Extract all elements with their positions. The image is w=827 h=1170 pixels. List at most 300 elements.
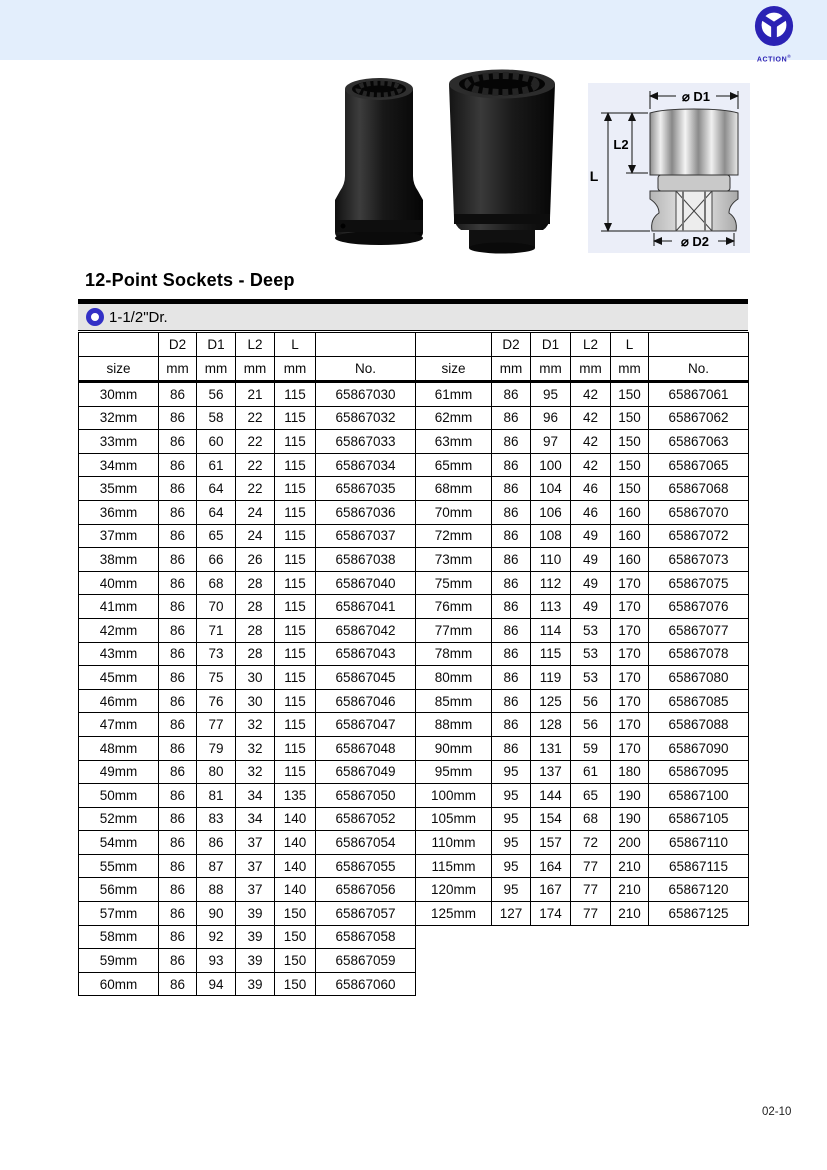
table-cell: 65867042 (316, 618, 416, 642)
table-cell: 86 (159, 406, 197, 430)
table-cell: 65867105 (649, 807, 749, 831)
table-cell: 86 (159, 595, 197, 619)
table-cell: 65mm (416, 453, 492, 477)
table-cell: 104 (531, 477, 571, 501)
table-cell: 113 (531, 595, 571, 619)
table-cell: 38mm (79, 548, 159, 572)
table-cell: 28 (236, 618, 275, 642)
table-cell: 65867080 (649, 666, 749, 690)
table-cell: 65867047 (316, 713, 416, 737)
table-cell: 160 (611, 548, 649, 572)
table-cell: 86 (492, 642, 531, 666)
table-row (79, 524, 416, 548)
table-row (416, 430, 749, 454)
table-cell: 86 (492, 406, 531, 430)
table-cell: 115 (275, 524, 316, 548)
header-cell-mm: mm (275, 357, 316, 382)
table-cell: 170 (611, 571, 649, 595)
table-cell: 77 (571, 878, 611, 902)
table-cell: 160 (611, 524, 649, 548)
table-cell: 53 (571, 642, 611, 666)
table-row (79, 784, 416, 808)
table-cell: 110 (531, 548, 571, 572)
table-cell: 49 (571, 571, 611, 595)
table-cell: 65867035 (316, 477, 416, 501)
table-cell: 65867085 (649, 689, 749, 713)
table-cell: 86 (492, 430, 531, 454)
table-row (79, 831, 416, 855)
table-cell: 24 (236, 500, 275, 524)
table-cell: 65867072 (649, 524, 749, 548)
table-cell: 42 (571, 406, 611, 430)
table-cell: 49 (571, 548, 611, 572)
table-cell: 65867115 (649, 854, 749, 878)
table-row (79, 713, 416, 737)
table-cell: 131 (531, 736, 571, 760)
table-cell: 80 (197, 760, 236, 784)
table-cell: 65867049 (316, 760, 416, 784)
table-cell: 56 (197, 382, 236, 407)
table-cell: 86 (159, 666, 197, 690)
header-cell-d2: D2 (492, 333, 531, 357)
page-title: 12-Point Sockets - Deep (85, 270, 295, 290)
table-cell: 65867078 (649, 642, 749, 666)
table-cell: 46 (571, 477, 611, 501)
table-cell: 33mm (79, 430, 159, 454)
table-cell: 63mm (416, 430, 492, 454)
table-cell: 34 (236, 807, 275, 831)
table-cell: 150 (611, 477, 649, 501)
table-cell: 24 (236, 524, 275, 548)
table-cell: 72mm (416, 524, 492, 548)
table-cell: 167 (531, 878, 571, 902)
table-cell: 95 (531, 382, 571, 407)
table-cell: 37 (236, 878, 275, 902)
table-cell: 115 (275, 736, 316, 760)
socket-photo-large (438, 68, 566, 256)
table-cell: 140 (275, 831, 316, 855)
table-cell: 43mm (79, 642, 159, 666)
table-cell: 150 (611, 430, 649, 454)
table-cell: 86 (159, 831, 197, 855)
table-cell: 150 (275, 949, 316, 973)
table-header-row-units (416, 357, 749, 382)
brand-logo-text: ACTION® (756, 54, 792, 64)
table-cell: 140 (275, 854, 316, 878)
table-cell: 115 (275, 689, 316, 713)
table-cell: 65867030 (316, 382, 416, 407)
table-cell: 86 (159, 500, 197, 524)
dimension-diagram (588, 83, 750, 253)
table-row (79, 807, 416, 831)
table-cell: 180 (611, 760, 649, 784)
table-cell: 170 (611, 618, 649, 642)
table-cell: 49 (571, 524, 611, 548)
table-row (416, 854, 749, 878)
table-row (79, 571, 416, 595)
table-cell: 54mm (79, 831, 159, 855)
table-cell: 86 (492, 689, 531, 713)
table-cell: 97 (531, 430, 571, 454)
table-row (416, 548, 749, 572)
table-row (79, 642, 416, 666)
table-row (79, 736, 416, 760)
table-row (416, 713, 749, 737)
table-cell: 65867054 (316, 831, 416, 855)
table-cell: 70mm (416, 500, 492, 524)
table-cell: 68 (571, 807, 611, 831)
header-cell-l2: L2 (571, 333, 611, 357)
table-cell: 150 (275, 925, 316, 949)
table-row (79, 430, 416, 454)
header-cell-no: No. (649, 357, 749, 382)
table-cell: 65867032 (316, 406, 416, 430)
header-cell-d2: D2 (159, 333, 197, 357)
table-cell: 42mm (79, 618, 159, 642)
table-cell: 110mm (416, 831, 492, 855)
table-row (416, 406, 749, 430)
table-cell: 53 (571, 666, 611, 690)
table-cell: 65867065 (649, 453, 749, 477)
table-cell: 115 (275, 548, 316, 572)
table-cell: 37 (236, 854, 275, 878)
table-cell: 65867037 (316, 524, 416, 548)
page-number: 02-10 (762, 1106, 792, 1118)
table-cell: 86 (159, 807, 197, 831)
table-cell: 65867110 (649, 831, 749, 855)
header-cell-no: No. (316, 357, 416, 382)
table-cell: 108 (531, 524, 571, 548)
table-cell: 86 (492, 595, 531, 619)
table-row (79, 972, 416, 996)
table-cell: 125mm (416, 902, 492, 926)
table-cell: 170 (611, 595, 649, 619)
table-cell: 115 (275, 430, 316, 454)
table-cell: 39 (236, 949, 275, 973)
table-cell: 79 (197, 736, 236, 760)
table-cell: 22 (236, 406, 275, 430)
table-cell: 157 (531, 831, 571, 855)
table-cell: 65867075 (649, 571, 749, 595)
table-cell: 86 (159, 949, 197, 973)
header-cell-l: L (611, 333, 649, 357)
table-cell: 26 (236, 548, 275, 572)
table-cell: 61 (197, 453, 236, 477)
table-cell: 45mm (79, 666, 159, 690)
table-row (416, 477, 749, 501)
header-cell-size: size (79, 357, 159, 382)
table-cell: 115 (275, 760, 316, 784)
table-cell: 86 (159, 571, 197, 595)
table-cell: 86 (159, 736, 197, 760)
table-cell: 68mm (416, 477, 492, 501)
table-cell: 65867088 (649, 713, 749, 737)
table-row (79, 477, 416, 501)
table-cell: 115 (275, 406, 316, 430)
diagram-d2-label: ⌀ D2 (680, 234, 710, 249)
table-cell: 86 (492, 618, 531, 642)
table-cell: 170 (611, 689, 649, 713)
table-cell: 86 (159, 713, 197, 737)
table-row (416, 595, 749, 619)
table-cell: 65 (197, 524, 236, 548)
table-cell: 95 (492, 760, 531, 784)
table-cell: 73 (197, 642, 236, 666)
table-cell: 40mm (79, 571, 159, 595)
table-cell: 21 (236, 382, 275, 407)
diagram-l2-label: L2 (613, 137, 629, 152)
table-cell: 22 (236, 453, 275, 477)
socket-photo-small (325, 74, 433, 256)
table-cell: 93 (197, 949, 236, 973)
table-cell: 106 (531, 500, 571, 524)
table-cell: 190 (611, 807, 649, 831)
table-cell: 85mm (416, 689, 492, 713)
table-cell: 42 (571, 430, 611, 454)
table-cell: 95 (492, 807, 531, 831)
table-row (79, 500, 416, 524)
table-cell: 32 (236, 736, 275, 760)
table-cell: 174 (531, 902, 571, 926)
header-cell-mm: mm (159, 357, 197, 382)
table-cell: 86 (159, 524, 197, 548)
table-cell: 86 (159, 477, 197, 501)
table-cell: 58mm (79, 925, 159, 949)
header-cell (649, 333, 749, 357)
table-cell: 52mm (79, 807, 159, 831)
table-cell: 105mm (416, 807, 492, 831)
table-cell: 47mm (79, 713, 159, 737)
table-header-row-units (79, 357, 416, 382)
table-cell: 65867057 (316, 902, 416, 926)
table-cell: 65867055 (316, 854, 416, 878)
table-cell: 50mm (79, 784, 159, 808)
table-cell: 65867062 (649, 406, 749, 430)
brand-logo-icon (753, 5, 795, 47)
table-cell: 65867033 (316, 430, 416, 454)
table-cell: 68 (197, 571, 236, 595)
table-cell: 48mm (79, 736, 159, 760)
table-cell: 115 (275, 713, 316, 737)
table-cell: 71 (197, 618, 236, 642)
table-cell: 65867041 (316, 595, 416, 619)
table-row (416, 807, 749, 831)
socket-table-left (78, 332, 416, 996)
table-cell: 70 (197, 595, 236, 619)
table-cell: 86 (159, 878, 197, 902)
table-cell: 86 (159, 972, 197, 996)
header-cell (416, 333, 492, 357)
table-cell: 86 (492, 500, 531, 524)
table-cell: 100mm (416, 784, 492, 808)
table-cell: 65867043 (316, 642, 416, 666)
table-cell: 60mm (79, 972, 159, 996)
table-row (79, 382, 416, 407)
table-cell: 65867077 (649, 618, 749, 642)
table-cell: 53 (571, 618, 611, 642)
table-cell: 61mm (416, 382, 492, 407)
table-cell: 140 (275, 807, 316, 831)
table-cell: 22 (236, 430, 275, 454)
table-cell: 35mm (79, 477, 159, 501)
header-cell-mm: mm (197, 357, 236, 382)
table-cell: 86 (159, 642, 197, 666)
table-cell: 88 (197, 878, 236, 902)
brand-logo (749, 5, 799, 63)
table-cell: 42 (571, 453, 611, 477)
table-cell: 86 (492, 453, 531, 477)
table-cell: 65867063 (649, 430, 749, 454)
table-cell: 170 (611, 642, 649, 666)
table-cell: 28 (236, 642, 275, 666)
table-cell: 86 (159, 453, 197, 477)
table-cell: 115 (275, 453, 316, 477)
table-cell: 86 (159, 618, 197, 642)
table-cell: 115 (275, 571, 316, 595)
table-cell: 119 (531, 666, 571, 690)
table-cell: 30 (236, 666, 275, 690)
table-cell: 65867036 (316, 500, 416, 524)
table-cell: 65867058 (316, 925, 416, 949)
table-cell: 65867073 (649, 548, 749, 572)
table-cell: 86 (159, 902, 197, 926)
table-cell: 86 (197, 831, 236, 855)
table-cell: 164 (531, 854, 571, 878)
header-cell-d1: D1 (531, 333, 571, 357)
header-cell-l: L (275, 333, 316, 357)
table-cell: 73mm (416, 548, 492, 572)
table-cell: 150 (611, 382, 649, 407)
table-cell: 65867052 (316, 807, 416, 831)
table-cell: 150 (611, 406, 649, 430)
table-cell: 39 (236, 972, 275, 996)
table-cell: 95 (492, 878, 531, 902)
header-cell-mm: mm (611, 357, 649, 382)
table-row (416, 524, 749, 548)
table-cell: 128 (531, 713, 571, 737)
table-cell: 65867125 (649, 902, 749, 926)
table-cell: 65867050 (316, 784, 416, 808)
table-cell: 32 (236, 760, 275, 784)
table-cell: 95 (492, 854, 531, 878)
table-cell: 86 (159, 430, 197, 454)
table-cell: 135 (275, 784, 316, 808)
table-cell: 115 (275, 642, 316, 666)
table-cell: 34 (236, 784, 275, 808)
table-row (79, 878, 416, 902)
table-cell: 32 (236, 713, 275, 737)
table-header-row-dims (416, 333, 749, 357)
registered-mark: ® (787, 54, 792, 59)
table-cell: 56 (571, 689, 611, 713)
table-cell: 56mm (79, 878, 159, 902)
table-cell: 170 (611, 713, 649, 737)
table-cell: 86 (492, 571, 531, 595)
table-cell: 81 (197, 784, 236, 808)
table-row (79, 406, 416, 430)
table-cell: 65867059 (316, 949, 416, 973)
table-cell: 96 (531, 406, 571, 430)
table-cell: 65 (571, 784, 611, 808)
table-cell: 210 (611, 902, 649, 926)
table-row (416, 689, 749, 713)
table-cell: 115 (275, 500, 316, 524)
table-cell: 200 (611, 831, 649, 855)
header-cell-d1: D1 (197, 333, 236, 357)
table-body-right (416, 382, 749, 926)
table-cell: 34mm (79, 453, 159, 477)
drive-size-band (78, 304, 748, 331)
header-cell-size: size (416, 357, 492, 382)
table-cell: 86 (492, 382, 531, 407)
table-cell: 65867120 (649, 878, 749, 902)
table-row (416, 831, 749, 855)
table-cell: 112 (531, 571, 571, 595)
table-header (416, 333, 749, 382)
table-cell: 39 (236, 902, 275, 926)
table-row (416, 500, 749, 524)
table-cell: 75 (197, 666, 236, 690)
table-cell: 65867040 (316, 571, 416, 595)
table-row (416, 382, 749, 407)
table-row (416, 784, 749, 808)
table-cell: 94 (197, 972, 236, 996)
table-row (79, 854, 416, 878)
table-cell: 65867070 (649, 500, 749, 524)
header-cell-mm: mm (571, 357, 611, 382)
table-cell: 77 (571, 902, 611, 926)
table-cell: 72 (571, 831, 611, 855)
table-cell: 115mm (416, 854, 492, 878)
table-row (416, 736, 749, 760)
table-cell: 30mm (79, 382, 159, 407)
table-row (416, 618, 749, 642)
header-cell-mm: mm (236, 357, 275, 382)
table-row (79, 618, 416, 642)
table-cell: 41mm (79, 595, 159, 619)
table-cell: 78mm (416, 642, 492, 666)
table-row (79, 902, 416, 926)
table-cell: 64 (197, 500, 236, 524)
table-cell: 65867046 (316, 689, 416, 713)
table-cell: 115 (275, 618, 316, 642)
header-cell (79, 333, 159, 357)
table-cell: 86 (159, 854, 197, 878)
table-cell: 95 (492, 831, 531, 855)
drive-size-label: 1-1/2"Dr. (109, 308, 168, 326)
table-cell: 75mm (416, 571, 492, 595)
table-row (79, 453, 416, 477)
table-cell: 83 (197, 807, 236, 831)
table-row (79, 925, 416, 949)
table-cell: 56 (571, 713, 611, 737)
table-cell: 86 (492, 477, 531, 501)
table-cell: 65867048 (316, 736, 416, 760)
table-cell: 115 (275, 477, 316, 501)
table-cell: 170 (611, 666, 649, 690)
table-cell: 170 (611, 736, 649, 760)
table-cell: 127 (492, 902, 531, 926)
table-cell: 87 (197, 854, 236, 878)
table-cell: 61 (571, 760, 611, 784)
table-cell: 150 (611, 453, 649, 477)
table-cell: 65867034 (316, 453, 416, 477)
socket-table-right (415, 332, 749, 926)
table-cell: 65867060 (316, 972, 416, 996)
table-cell: 86 (159, 689, 197, 713)
table-header (79, 333, 416, 382)
table-cell: 86 (159, 382, 197, 407)
